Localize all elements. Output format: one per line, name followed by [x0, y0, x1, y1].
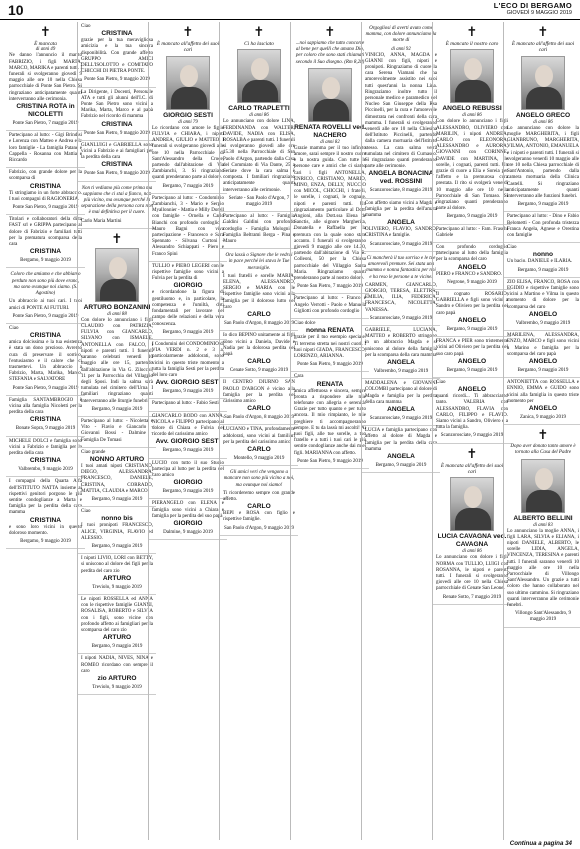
notice-place-date: Valbrembo, 9 maggio 2019: [18, 467, 73, 473]
obituary-notice: [78, 141, 156, 182]
notice-quote: Coloro che amiamo e che abbiamo perduto non sono più dove erano, ma sono ovunque noi siamo. (S. Agostino): [10, 272, 81, 297]
deceased-name: ARTURO BONZANINI: [83, 303, 151, 311]
obituary-notice: [504, 425, 580, 627]
deceased-age: di anni 79: [178, 119, 198, 125]
obituary-notice: [220, 212, 298, 249]
obituary-columns: [6, 22, 579, 840]
obituary-notice: [362, 22, 440, 199]
notice-text-after: amica dolcissima e la tua esistenza è stata un dono prezioso. Avremo cura di preservare il sorriso, l'entusiasmo e il calore che ci trasmettevi. Un abbraccio a Fabrizio, Marta, Marika, Marco. STEFANIA e SALVATORE: [9, 340, 82, 383]
obituary-notice: [291, 22, 369, 294]
deceased-name: Avv. GIORGIO SESTI: [155, 379, 221, 387]
column-2: [77, 22, 156, 840]
portrait-photo: [450, 49, 494, 103]
deceased-name: RENATA: [316, 380, 344, 388]
notice-text: Con dolore lo annunciano i figli CLAUDIO con PATRIZIA, FULVIA con GIANCARLO, SILVANO con ISMAELE, ANTONELLA con FALCO, i nipoti e parenti tutti. I funerali saranno celebrati venerdì 10 maggio alle ore 15, partendo dall'abitazione in Via G. Zilocchi, 11 per la Parrocchia del Villaggio degli Sposi. Indi la salma sarà tumulata nel cimitero dell'Urna. I familiari ringraziano quanti interverranno alle liturgie funebri.: [81, 317, 153, 404]
notice-text: Ciao dolce: [294, 321, 316, 327]
notice-text: I nipoti NADIA, NIVES, NINA e ROMEO ricordano con sempre il caro: [81, 656, 153, 674]
cross-icon: ✝: [40, 25, 51, 40]
column-6: [361, 22, 440, 840]
notice-place-date: Ponte San Pietro, 9 maggio 2019: [84, 77, 150, 83]
notice-place-date: Bergamo, 9 maggio 2019: [20, 538, 71, 544]
obituary-notice: [149, 499, 227, 540]
deceased-name: CRISTINA: [29, 182, 62, 190]
obituary-notice: [362, 326, 440, 379]
obituary-notice: [78, 448, 156, 507]
notice-text: Ciao: [436, 379, 446, 385]
notice-place-date: Negrone, 9 maggio 2019: [447, 279, 497, 285]
deceased-age: di anni 49: [35, 47, 56, 53]
notice-text: Ti ricorderemo sempre con grande affetto.: [223, 490, 295, 502]
page-number: 10: [8, 2, 24, 18]
obituary-notice: [433, 444, 511, 605]
notice-text: Partecipano al lutto: - Fam. Fraschi Gabriele: [436, 226, 508, 238]
notice-text: ZIO ELISA, FRANCO, ROSA con EGIDIO e rispettive famiglie sono vicini a Martino e Vilma in questo momento di dolore per la scomparsa del caro: [507, 279, 579, 310]
notice-text: Lo ricordano con amore le figlie FULVIA e CHIARA, i nipoti ANDREA, GIULIO e MATTEO. I funerali si svolgeranno giovedì alle ore 10 nella Parrocchiale di Sant'Alessandro della Croce, partendo dall'abitazione di Via Zambianchi, 3. Si ringraziano quanti prenderanno parte al dolore.: [152, 125, 224, 181]
notice-text: Ciao: [81, 509, 91, 515]
deceased-name: CRISTINA ROTA in NICOLETTI: [16, 103, 75, 119]
notice-place-date: Bergamo, 9 maggio 2019: [162, 448, 214, 454]
notice-text: Lo annunciano con dolore LINA, FERDINANDA con WALTER, DAVIDE, NADIA con ELISA, ROSALBA e parenti tutti. I funerali si svolgeranno giovedì alle ore 15.30 nella Parrocchiale di San Paolo d'Argon, partendo dalla Casa del Commiato di Via Dante, 25 a Seriate dove la cara salma è composta. I familiari ringraziano anticipatamente quanti interverranno alle cerimonie.: [223, 119, 295, 193]
deceased-name: GIORGIO SESTI: [163, 111, 213, 119]
obituary-notice: [6, 268, 85, 323]
obituary-notice: [504, 331, 580, 378]
cross-icon: ✝: [182, 25, 194, 40]
notice-text-after: e ricordandone la figura di gentiluomo e, in particolare, la competenza e l'umiltà, doti fondamentali per lavorare nel campo delle relazioni e della vera conoscenza.: [152, 290, 224, 327]
notice-place-date: Ponte San Pietro, 9 maggio 2019: [12, 385, 79, 391]
notice-place-date: San Paolo d'Argon, 8 maggio 2019: [224, 415, 294, 421]
notice-place-date: Seriate - San Paolo d'Argon, 7 maggio 2019: [228, 195, 290, 208]
portrait-photo: [237, 49, 281, 103]
deceased-name: ARTURO: [102, 574, 132, 582]
notice-text: LUCIO con tutto il suo Studio partecipa al lutto per la perdita del caro amico: [152, 460, 224, 478]
notice-text: Famiglia SANTAMBROGIO è vicina alla famiglia Nicoletti per la perdita della cara: [9, 397, 82, 416]
deceased-name: ANGELO: [457, 263, 487, 271]
deceased-name: CRISTINA: [101, 30, 133, 38]
notice-place-date: Valbrembo, 9 maggio 2019: [373, 368, 429, 374]
notice-text-after: Ti stringiamo in un forte abbraccio. I tuoi compagni di RAGIONERIA.: [9, 190, 82, 202]
cross-icon: ✝: [537, 25, 549, 40]
obituary-notice: [6, 324, 85, 396]
notice-place-date: San Paolo d'Argon, 9 maggio 2019: [224, 525, 294, 531]
deceased-name: CRISTINA: [101, 161, 133, 169]
obituary-notice: [291, 372, 369, 469]
notice-place-date: Treviolo, 9 maggio 2019: [92, 685, 142, 691]
notice-intro: È mancato il nostro caro: [445, 41, 499, 47]
obituary-notice: [504, 278, 580, 331]
notice-place-date: Bergamo, 9 maggio 2019: [162, 489, 214, 495]
notice-place-date: Bergamo, 9 maggio 2019: [91, 543, 143, 549]
obituary-notice: [504, 212, 580, 243]
obituary-notice: [291, 319, 369, 372]
portrait-photo: [166, 56, 210, 110]
notice-text: Partecipano al lutto: - Famiglia Galdini Galdini con profondo cordoglio - Famiglia Mologni - Famiglia Beltrami Berga - Pina e Mauro: [223, 214, 295, 245]
deceased-age: di anni 83: [533, 522, 553, 528]
notice-quote: Ci mancherà il tuo sorriso e le tue amorevoli premure. Sei stata una mamma e nonna fantastica per noi e ha reso le persone a te vicine.: [366, 255, 436, 280]
notice-place-date: Bergamo, 9 maggio 2019: [20, 258, 71, 264]
column-7: [432, 22, 511, 840]
deceased-name: ANGELO: [528, 357, 558, 365]
deceased-name: CRISTINA: [29, 248, 62, 256]
notice-place-date: Ponte San Pietro, 9 maggio 2019: [297, 362, 363, 368]
obituary-notice: [220, 249, 298, 331]
notice-text: Partecipano al lutto: - Gigi Brindisi e Lorenza con Matteo e Andrea e le loro famiglie - La famiglia Patané e Cappella - Rosanna con Mattia e Riccardo: [9, 133, 82, 164]
notice-text: Un abbraccio ai tuoi cari. I tuoi amici di PONTE AI FUTURI.: [9, 299, 82, 311]
notice-intro: È mancata all'affetto dei suoi cari: [440, 462, 504, 475]
deceased-name: ANGELA BONACINA ved. ROSSINI: [368, 170, 434, 186]
obituary-notice: [504, 378, 580, 425]
obituary-notice: [149, 340, 227, 399]
portrait-photo: [450, 477, 494, 531]
notice-place-date: Scanzorosciate, 8 maggio 2019: [369, 188, 433, 194]
obituary-notice: [504, 243, 580, 278]
notice-text: Partecipano al lutto: - Franco e Angelo Verrotti - Paolo e Manuela Gigliotti con profondo cordoglio: [294, 296, 366, 314]
deceased-age: di anni 86: [249, 113, 269, 119]
notice-place-date: Dalmine, 9 maggio 2019: [163, 529, 213, 535]
notice-quote: ...noi sappiamo che tutto concorre al bene per quelli che amano Dio, per coloro che sono stati chiamati secondo il Suo disegno. (Rm 8,28): [295, 41, 365, 65]
notice-place-date: Ponte San Pietro, 9 maggio 2019: [12, 313, 79, 319]
notice-place-date: Ponte San Pietro, 9 maggio 2019: [12, 205, 79, 211]
obituary-notice: [78, 507, 156, 554]
notice-place-date: Scanzorosciate, 9 maggio 2019: [369, 315, 433, 321]
notice-text: Fabrizio, con grande dolore per la scomparsa di: [9, 170, 82, 182]
notice-text-after: I tuoi amati nipoti CRISTIANO, DIEGO, ALESSANDRA, FRANCESCO, DANIELE, CRISTINA, CORRADO, MATTIA, CLAUDIA e MARCO.: [81, 463, 153, 494]
deceased-name: ANGELO: [457, 357, 487, 365]
notice-text-after: Un bacio. DANIELE e ILARIA.: [507, 259, 573, 265]
notice-text: Partecipano al lutto: - Condominio Zambianchi, 3 - Mario e Sergio Myallonnier - Mattia e Milly Dorell con famiglie - Ornella e Carlo Bianchi con profondo cordoglio - Mauro Bagni con viva partecipazione - Francesco e Sara Spennato - Silvana Curtoni - Alessandro Schiappati - Piero e Franco Spini: [152, 195, 224, 257]
cross-icon: ✝: [466, 446, 478, 462]
deceased-name: RENATA ROVELLI ved. NACHERO: [294, 123, 366, 139]
notice-place-date: Cenate Sotto, 9 maggio 2019: [229, 368, 289, 374]
notice-quote: Dopo aver donato tanto amore è tornato alla Casa del Padre: [510, 444, 576, 456]
deceased-name: CARLO: [247, 358, 271, 366]
notice-text: Ciao grande: [81, 449, 106, 455]
deceased-name: ANGELO: [457, 386, 487, 394]
cross-icon: ✝: [111, 231, 123, 247]
deceased-name: GIORGIO: [173, 519, 203, 527]
notice-text: Ciao: [81, 24, 91, 29]
notice-text: MICHELE DOLCI e famiglia sono vicini a Fabrizio e famiglia per la perdita della cara: [9, 438, 82, 456]
deceased-name: CARLO: [247, 405, 271, 413]
deceased-name: ANGELA: [387, 358, 415, 366]
notice-text: FRANCA e PIER sono tristemente vicini ad Oliviero per la perdita del suo caro papà: [436, 339, 508, 357]
notice-text: I tuoi fratelli e sorelle MARIA, ELENA, ALESSANDRO, SERGIO e MARIA con le rispettive famiglie sono vicini alla famiglia per il doloroso lutto del caro: [223, 273, 295, 310]
obituary-notice: [149, 412, 227, 459]
issue-date: GIOVEDÌ 9 MAGGIO 2019: [506, 10, 572, 16]
notice-place-date: Bergamo, 9 maggio 2019: [517, 202, 569, 208]
obituary-notice: [149, 459, 227, 500]
notice-text: TULLIO e PIERO LEGERI con le rispettive famiglie sono vicini a Fulvia per la perdita di: [152, 263, 224, 282]
deceased-name: GIORGIO: [173, 282, 203, 290]
portrait-photo: [95, 248, 139, 302]
notice-text: GIANLUIGI e GABRIELLA sono vicini a Fabrizio e ai famigliari per la perdita della cara: [81, 142, 153, 161]
notice-place-date: Bergamo, 9 maggio 2019: [162, 329, 214, 335]
deceased-name: LUCIA CAVAGNA ved. CAVAGNA: [437, 533, 507, 549]
deceased-age: di anni 86: [462, 549, 482, 555]
notice-text: Con profondo cordoglio partecipano al lutto della famiglia per la scomparsa del caro: [436, 245, 508, 263]
deceased-name: ANGELO: [528, 404, 558, 412]
cross-icon: ✝: [466, 25, 478, 40]
notice-text: MADDALENA e GIOVANNI COLOMBI partecipano al dolore di Magda e famiglia per la perdita della cara mamma: [365, 381, 437, 405]
notice-text: ANTONIETTA con ROSSELLA e ENNIO, EMMA e GUIDO sono vicini alla famiglia in questo triste momento per: [507, 380, 579, 404]
notice-text: GIANCARLO BODO con ANNA, NICOLA e FILIPPO partecipano al dolore di Chiara e Fulvia nel ricordo del carissimo amico: [152, 413, 224, 438]
deceased-name: NONNO ARTURO: [89, 455, 145, 463]
notice-text-after: OLIVIERO, FLAVIO, SANDRO, CRISTINA e famiglie.: [365, 227, 437, 239]
notice-text: Grazie mamma per il tuo infinito amore, sarai sempre il nostro cuore e la nostra guida. Con tutte le persone care e amici che ci siamo cari i figli ANTONELLA, ENRICO, CRISTIANO, MARIO, MINO, ENZA, DELLY, NUCCIO con MICOL, CHICCHI, i fratelli, le sorelle, i cognati, le cognate, nipoti e parenti tutti. Un ringraziamento particolare al Dott. Angioni, alla Dott.ssa Elena de Sanctis, alle signore Margherita, Donatella e Raffaella per la premura con la quale sono state accanto. I funerali si svolgeranno giovedì 9 maggio alle ore 14.30, partendo dall'abitazione di Via R. Colleoni, 50 per la Chiesa parrocchiale del Villaggio Santa Maria. Ringraziamo quanti prenderanno parte al nostro dolore.: [294, 145, 366, 282]
deceased-name: nonno bis: [101, 515, 133, 523]
deceased-name: nonno: [532, 251, 554, 259]
obituary-notice: [78, 654, 156, 695]
obituary-notice: [149, 22, 227, 194]
obituary-notice: [6, 131, 85, 168]
notice-text: Partecipano al lutto: - Dino e Fabio Belometti - Con profonda tristezza Franca Angela, Agnese e Orestina con famiglie: [507, 214, 579, 239]
deceased-name: CRISTINA: [29, 516, 62, 524]
notice-place-date: Bergamo, 9 maggio 2019: [91, 644, 143, 650]
column-1: [6, 22, 85, 840]
notice-text: Titolari e collaboratori della ditta FAST srl e GRIPPA partecipano al dolore di Fabrizio e familiari tutti per la prematura scomparsa della cara: [9, 217, 82, 248]
notice-text: VINICIO, ANNA, MAGDA e GIANNI con figli, nipoti e pronipoti. Ringraziamo di cuore la cara Serena Viamani che ha amorevolmente assistito nei suoi tutti quest'anni la nonna Lina. Ringraziamo inoltre tutto il personale medico e paramedico del Nucleo San Giuseppe della Rsa Piccinelli, per la cura e l'amorevole dimostrata nei confronti della cara mamma. I funerali si svolgeranno venerdì alle ore 10 nella Chiesina dell'Istituto Piccinelli, partendo dalla camera mortuaria dell'Istituto stesso. La cara salma verrà tumulata nel cimitero di Curnasco. Si ringraziano quanti prenderanno parte alle cerimonie.: [365, 52, 437, 170]
notice-text-after: quanti ricordi... Ti abbracciamo tanto. VALERIA con ALESSANDRO, FLAVIA con CARLO, FILIPPO e FLAVIO. Siamo vicini a Sandro, Oliviero e a tutta la famiglia.: [436, 394, 508, 431]
notice-text: MARILENA, ALESSANDRA, ENZO, MARCO e figli sono vicini a Marino e famiglia per la scomparsa del caro papà: [507, 333, 579, 357]
deceased-name: CARLO: [247, 311, 271, 319]
deceased-name: ARTURO: [102, 634, 132, 642]
obituary-notice: [362, 379, 440, 426]
notice-place-date: Montello, 9 maggio 2019: [233, 455, 285, 461]
notice-place-date: Bergamo, 9 maggio 2019: [446, 326, 498, 332]
notice-text: Cara: [294, 374, 304, 380]
notice-place-date: Bergamo, 9 maggio 2019: [517, 367, 569, 373]
notice-place-date: Bergamo, 9 maggio 2019: [517, 267, 569, 273]
column-4: [219, 22, 298, 840]
notice-place-date: Renate Sotto, 7 maggio 2019: [442, 594, 502, 600]
deceased-name: ALBERTO BELLINI: [513, 514, 573, 522]
deceased-age: di anni 82: [320, 139, 340, 145]
obituary-notice: [291, 294, 369, 319]
deceased-name: GIORGIO: [173, 479, 203, 487]
deceased-name: ANGELA: [387, 405, 415, 413]
obituary-notice: [220, 466, 298, 536]
notice-text-after: e sono loro vicini in questo doloroso momento.: [9, 524, 82, 536]
notice-text: Lo annunciano con dolore i figli NORMA con TULLIO, LUIGI con ROSANNA, le nipoti e parenti tutti. I funerali si svolgeranno giovedì alle ore 10 nella Chiesa parrocchiale di Cenate San Leone.: [436, 555, 508, 592]
deceased-name: ANGELO GRECO: [515, 111, 571, 119]
deceased-name: CRISTINA: [29, 332, 62, 340]
notice-text-after: grazie per la tua meravigliosa amicizia e la tua sincera disponibilità. Con grande affetto GRUPPO AMICI DELL'ISOLOTTO e COMITATO CHICCHI DI PIETRA PONTE.: [81, 38, 153, 75]
notice-place-date: Bonate Sopra, 9 maggio 2019: [15, 426, 76, 432]
obituary-notice: [78, 595, 156, 654]
deceased-name: CARLO: [247, 445, 271, 453]
cross-icon: ✝: [537, 428, 549, 444]
obituary-notice: [78, 22, 156, 88]
column-3: [148, 22, 227, 840]
portrait-photo: [521, 459, 565, 513]
notice-place-date: Ponte San Pietro, 9 maggio 2019: [84, 171, 150, 177]
notice-place-date: Scanzorosciate, 9 maggio 2019: [369, 415, 433, 421]
masthead: [494, 1, 572, 16]
notice-intro: Ci ha lasciato: [244, 41, 274, 47]
notice-place-date: Ponte San Pietro, 9 maggio 2019: [297, 458, 363, 464]
notice-place-date: Villongo Sant'Alessandro, 9 maggio 2019: [514, 611, 571, 623]
notice-place-date: Scanzorosciate, 9 maggio 2019: [440, 433, 504, 439]
deceased-name: Avv. GIORGIO SESTI: [155, 438, 221, 446]
obituary-notice: [6, 477, 85, 549]
column-5: [290, 22, 369, 840]
obituary-notice: [149, 262, 227, 340]
page-header: [0, 0, 580, 20]
obituary-notice: [220, 22, 298, 212]
deceased-name: CRISTINA: [101, 120, 133, 128]
notice-text-after: I tuoi pronipoti FRANCESCO, ALICE, VIRGINIA, FLAVIO ed ALESSIO.: [81, 523, 153, 541]
obituary-notice: [433, 22, 511, 225]
notice-text: LUCIA e famiglia partecipano con affetto al dolore di Magda e famiglia per la perdita della cara mamma: [365, 428, 437, 452]
notice-intro: È mancata: [34, 41, 57, 47]
obituary-notice: [220, 425, 298, 466]
notice-text: Le nipoti ROSSELLA ed ANNA con le rispettive famiglie GIANNI, ROSALISA, ROBERTO e SILVIA con i figli, sono vicine con profondo affetto ai famigliari per la scomparsa del caro zio: [81, 596, 153, 633]
column-8: [503, 22, 580, 840]
notice-text: Partecipano al lutto: - Nicoletta e Vito - Flavio e Giancarlo - Giovanni Bossi - Dalmine - Famiglia De Tomasi: [81, 418, 153, 443]
obituary-notice: [78, 88, 156, 141]
notice-place-date: Bergamo, 9 maggio 2019: [91, 496, 143, 502]
notice-text: LUCIANO e TINA, profondamente addolorati, sono vicini ai familiari per la perdita del carissimo amico: [223, 427, 295, 445]
notice-place-date: Bergamo, 9 maggio 2019: [446, 367, 498, 373]
notice-place-date: Scanzorosciate, 9 maggio 2019: [369, 241, 433, 247]
notice-text: I nipoti LIVIO, LORI con BETTY, si uniscono al dolore dei figli per la perdita del caro zio: [81, 556, 153, 574]
obituary-notice: [362, 426, 440, 473]
notice-text: PIERANGELO con ELENA e famiglia sono vicini a Chiara e famiglia per la perdita del suo papà: [152, 501, 224, 519]
notice-text: I Condomini del CONDOMINIO di VIA VERDI n. 2 e 3 a, particolarmente addolorati, sono vicini in questo triste momento a tutta la famiglia Sesti per la perdita del loro caro: [152, 341, 224, 378]
deceased-name: zio ARTURO: [97, 675, 137, 683]
notice-text: Il CENTRO DIURNO SAN PAOLO D'ARGON è vicino alla famiglia per la perdita del carissimo amico: [223, 380, 295, 404]
newspaper-name: L'ECO DI BERGAMO: [493, 1, 572, 10]
cross-icon: ✝: [253, 25, 265, 40]
obituary-notice: [504, 22, 580, 212]
notice-text: Ciao: [507, 245, 517, 251]
notice-text-after: amica affettuosa e sincera, sempre pronta a rispondere alle mie telefonate con allegria e serenità. Grazie per tutto quanto e per tutto ancora. Il mio rimpianto, le mie preghiere ti accompagneranno sempre. E tu da lassù mi ascolti! Ai tuoi figli, alle tue sorelle, a tuo fratello e a tutti i tuoi cari le più sentite condoglianze anche dai miei figli. MARIANNA con affetto.: [294, 388, 366, 456]
obituary-notice: [362, 199, 440, 252]
deceased-age: di anni 88: [107, 311, 127, 317]
deceased-name: nonna RENATA: [305, 327, 355, 335]
deceased-name: ANGELA: [387, 219, 415, 227]
notice-text: Lo annunciano con dolore la moglie MARGHERITA, i figli GIANBRUNO, MARGHERITA, VILMA, ANTONIO, EMANUELA e i nipoti e parenti tutti. I funerali si svolgeranno venerdì 10 maggio alle ore 10 nella Chiesa parrocchiale di Sant'Antonio, partendo dalla camera mortuaria della Clinica Castelli. Si ringraziano anticipatamente quanti interverranno alle funzioni funebri.: [507, 125, 579, 200]
obituary-notice: [433, 225, 511, 243]
obituary-notice: [433, 290, 511, 337]
notice-text: Io dico BEPINO unitamente ai figli sono vicini a Daniela, Davide e Nadia per la dolorosa perdita del papà: [223, 333, 295, 357]
notice-text: Lo annunciano la moglie ANNA, i figli LARA, SILVIA e ELIANA, i nipoti DANIELE, ALBERTO, le sorelle LIDIA, ANGELA, VINCENZA, TERESINA e parenti tutti. I funerali saranno venerdì 10 maggio alle ore 10 nella Parrocchiale di Villongo Sant'Alessandro. Un grazie a tutti coloro che hanno collaborato nel suo ultimo cammino. Si ringraziano quanti interverranno alle cerimonie funebri.: [507, 528, 579, 608]
notice-text-after: PIERO e FRANCO e SANDRO.: [436, 271, 502, 277]
notice-text-after: Carlo Maria Martini: [81, 218, 122, 224]
obituary-notice: [6, 168, 85, 215]
notice-intro: È mancato all'affetto dei suoi cari: [156, 41, 220, 54]
obituary-notice: [149, 194, 227, 262]
notice-place-date: Bergamo, 7 maggio 2019: [162, 183, 214, 189]
cross-icon: ✝: [324, 25, 336, 40]
obituary-notice: [78, 229, 156, 417]
notice-quote: Orgogliosi di averti avuto come mamma, con dolore annunciamo la morte di: [365, 26, 437, 44]
obituary-notice: [433, 378, 511, 444]
obituary-notice: [78, 417, 156, 448]
portrait-photo: [521, 56, 565, 110]
notice-text: CARMEN, GIANCARLO, GIORGIO, TERESA, ELETTRA, EMILIA, ILIA, FEDERICA, FRANCESCA, NICOLETTA, VANESSA.: [365, 282, 437, 313]
deceased-name: ANGELO: [457, 316, 487, 324]
notice-intro: È mancato all'affetto dei suoi cari: [511, 41, 575, 54]
deceased-age: di anni 86: [462, 113, 482, 119]
notice-text: Con dolore lo annunciano i figli ALESSANDRO, OLIVIERO con MARILIN, i nipoti ANDREA, CARLO con ELEONORA, ALESSANDRO e AURORA, GIOVANNI con CORINNE, DAVIDE con MARTINA, le sorelle, i cognati, parenti tutti. Un grazie di cuore a Elia e Soreia per l'affetto e la premurosa cura prestata. Il rito si svolgerà venerdì 10 maggio alle ore 10 nella Parrocchiale di San Tomaso. Si ringraziano quanti prenderanno parte al dolore.: [436, 119, 508, 212]
obituary-notice: [433, 337, 511, 378]
notice-place-date: Ponte San Pietro, 7 maggio 2019: [12, 121, 79, 127]
notice-text: Ciao: [9, 325, 19, 331]
notice-text: Il cognato ROSARIO, GABRIELLA e figli sono vicini a Sandro e Oliviero per la perdita del caro papà: [436, 292, 508, 316]
obituary-notice: [149, 399, 227, 411]
obituary-notice: [6, 22, 85, 131]
notice-place-date: Treviolo, 9 maggio 2019: [92, 584, 142, 590]
notice-place-date: San Paolo d'Argon, 8 maggio 2019: [224, 321, 294, 327]
obituary-notice: [220, 331, 298, 378]
notice-text: La Dirigente, i Docenti, Personale ATA e tutti gli alunni dell'I.C. di Ponte San Pietro sono vicini a Marika, Marta, Marco e al papà Fabrizio nel ricordo di mamma: [81, 89, 153, 120]
obituary-notice: [433, 243, 511, 290]
deceased-name: CRISTINA: [29, 416, 62, 424]
deceased-name: CRISTINA: [29, 457, 62, 465]
notice-text: I compagni della Quarta Alfa dell'ISTITUTO NATTA insieme ai rispettivi genitori porgono le più sentite condoglianze a Marta e famiglia per la perdita della cara mamma: [9, 479, 82, 516]
notice-place-date: Zanica, 9 maggio 2019: [519, 414, 567, 420]
obituary-notice: [6, 437, 85, 478]
continue-note: Continua a pagina 34: [509, 840, 572, 847]
deceased-name: ANGELA: [387, 452, 415, 460]
obituary-notice: [78, 182, 156, 229]
deceased-age: di anni 92: [391, 46, 411, 52]
notice-text: Con affetto siamo vicini a Magda e famiglia per la perdita dell'amata mamma: [365, 200, 437, 219]
obituary-notice: [78, 554, 156, 595]
notice-quote: Ora lassù o Signore che le vedrai in pace perché lei stava le Tue meraviglie.: [225, 253, 293, 271]
notice-text-after: grazie per il tuo esempio speciale. Ti terremo stretta nei nostri cuori. I tuoi nipoti GIADA, FRANCESCO, LORENZO, ARIANNA.: [294, 335, 366, 359]
deceased-name: ANGELO: [528, 310, 558, 318]
deceased-age: di anni 86: [533, 119, 553, 125]
notice-place-date: Ponte San Pietro, 9 maggio 2019: [84, 130, 150, 136]
notice-quote: Gli amici veri che vengono a mancare non sono più vicino a noi, ma ovunque noi siamo!: [223, 470, 295, 488]
notice-place-date: Bergamo, 9 maggio 2019: [446, 214, 498, 220]
notice-place-date: Bergamo, 9 maggio 2019: [91, 406, 143, 412]
deceased-name: CARLO TRAPLETTI: [228, 105, 290, 113]
obituary-notice: [362, 252, 440, 326]
notice-place-date: Ponte San Pietro, 7 maggio 2019: [297, 284, 363, 290]
notice-place-date: Bergamo, 9 maggio 2019: [375, 462, 427, 468]
deceased-name: ANGELO REBUSSI: [442, 105, 502, 113]
notice-text: Partecipano al lutto: - Fabio Sesti: [152, 401, 219, 407]
notice-quote: Non ti vediamo più come prima ma sappiamo che ci stai a fianco, non più vicino, ma ovunque perché la separazione della persona cara non è mai definitiva per il cuore.: [81, 185, 153, 216]
notice-text: Ne danno l'annuncio il marito FABRIZIO, i figli MARTA, MARCO, MARIKA e parenti tutti. I funerali si svolgeranno giovedì 9 maggio alle ore 10 nella Chiesa parrocchiale di Ponte San Pietro. Si ringraziano anticipatamente quanti interverranno alle cerimonia.: [9, 53, 82, 102]
portrait-photo: [308, 68, 352, 122]
notice-text: GABRIELE, LUCIANA, MATTEO e ROBERTO stringono in un abbraccio Magda e si uniscono al dolore della famiglia per la scomparsa della cara mamma: [365, 327, 437, 358]
obituary-notice: [6, 396, 85, 437]
notice-place-date: Bergamo, 9 maggio 2019: [162, 389, 214, 395]
obituary-notice: [220, 378, 298, 425]
notice-place-date: Valbrembo, 9 maggio 2019: [515, 320, 571, 326]
obituary-notice: [6, 215, 85, 268]
deceased-name: CARLO: [247, 503, 271, 511]
notice-text-after: BEPI e ROSA con figlio e rispettive famiglie.: [223, 511, 295, 523]
